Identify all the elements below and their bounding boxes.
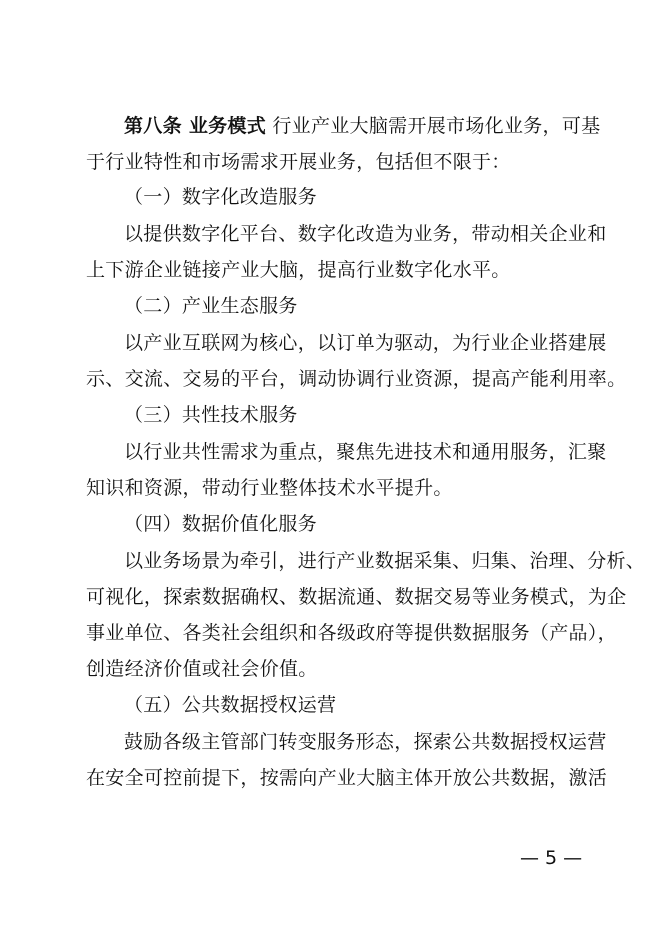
section-5-line-2: 在安全可控前提下，按需向产业大脑主体开放公共数据，激活 — [86, 767, 608, 789]
section-title-5: （五）公共数据授权运营 — [124, 694, 337, 716]
article-intro-text: 行业产业大脑需开展市场化业务，可基 — [272, 115, 601, 137]
section-3-line-1: 以行业共性需求为重点，聚焦先进技术和通用服务，汇聚 — [124, 441, 607, 463]
section-2-line-2: 示、交流、交易的平台，调动协调行业资源，提高产能利用率。 — [86, 368, 627, 390]
article-intro-line-1 — [124, 113, 624, 139]
section-4-line-1: 以业务场景为牵引，进行产业数据采集、归集、治理、分析、 — [124, 550, 646, 572]
section-3-line-2: 知识和资源，带动行业整体技术水平提升。 — [86, 477, 453, 499]
section-4-line-2: 可视化，探索数据确权、数据流通、数据交易等业务模式，为企 — [86, 586, 627, 608]
section-title-1: （一）数字化改造服务 — [124, 186, 318, 208]
article-heading: 第八条 业务模式 — [124, 115, 267, 137]
section-4-line-4: 创造经济价值或社会价值。 — [86, 658, 318, 680]
section-4-line-3: 事业单位、各类社会组织和各级政府等提供数据服务（产品）， — [86, 622, 617, 644]
section-1-line-1: 以提供数字化平台、数字化改造为业务，带动相关企业和 — [124, 223, 607, 245]
page-number: — 5 — — [520, 847, 583, 869]
article-intro-line-2: 于行业特性和市场需求开展业务，包括但不限于： — [86, 151, 511, 173]
section-title-3: （三）共性技术服务 — [124, 404, 298, 426]
section-2-line-1: 以产业互联网为核心，以订单为驱动，为行业企业搭建展 — [124, 332, 607, 354]
section-title-2: （二）产业生态服务 — [124, 295, 298, 317]
section-title-4: （四）数据价值化服务 — [124, 513, 318, 535]
section-5-line-1: 鼓励各级主管部门转变服务形态，探索公共数据授权运营 — [124, 731, 607, 753]
section-1-line-2: 上下游企业链接产业大脑，提高行业数字化水平。 — [86, 259, 511, 281]
